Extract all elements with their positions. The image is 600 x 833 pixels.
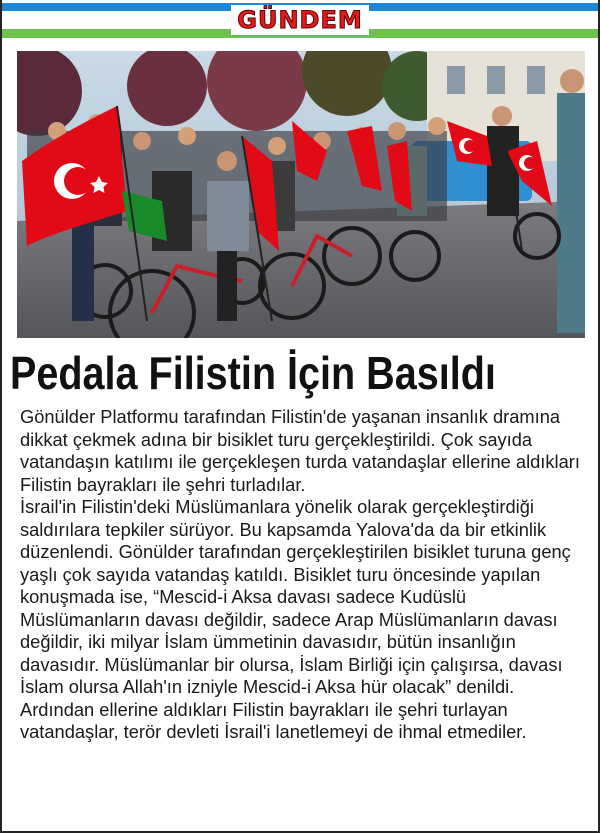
article-headline: Pedala Filistin İçin Basıldı [10,347,496,399]
article-paragraph-2: İsrail'in Filistin'deki Müslümanlara yönelik olarak gerçekleştirdiği saldırılara tepkiler sürüyor. Bu kapsamda Yalova'da da bir etkinlik düzenlendi. Gönülder tarafından gerçekleştirilen bisiklet turuna genç yaşlı çok sayıda vatandaş katıldı. Bisiklet turu öncesinde yapılan konuşmada ise, “Mescid-i Aksa davası sadece Kudüslü Müslümanların davası değildir, sadece Arap Müslümanların davası değildir, iki milyar İslam ümmetinin davasıdır, bütün insanlığın davasıdır. Müslümanlar bir olursa, İslam Birliği için çalışırsa, davası İslam olursa Allah'ın izniyle Mescid-i Aksa hür olacak” denildi. Ardından ellerine aldıkları Filistin bayrakları ile şehri turlayan vatandaşlar, terör devleti İsrail'i lanetlemeyi de ihmal etmediler. [20,496,571,742]
article-paragraph-1: Gönülder Platformu tarafından Filistin'de yaşanan insanlık dramına dikkat çekmek adına bir bisiklet turu gerçekleştirildi. Çok sayıda vatandaşın katılımı ile gerçekleşen turda vatandaşlar ellerine aldıkları Filistin bayrakları ile şehri turladılar. [20,406,580,495]
cyclists-photo-illustration [17,51,585,338]
section-title: GÜNDEM [231,5,368,35]
article-body [20,406,580,744]
article-photo [17,51,585,338]
section-header [2,0,598,40]
